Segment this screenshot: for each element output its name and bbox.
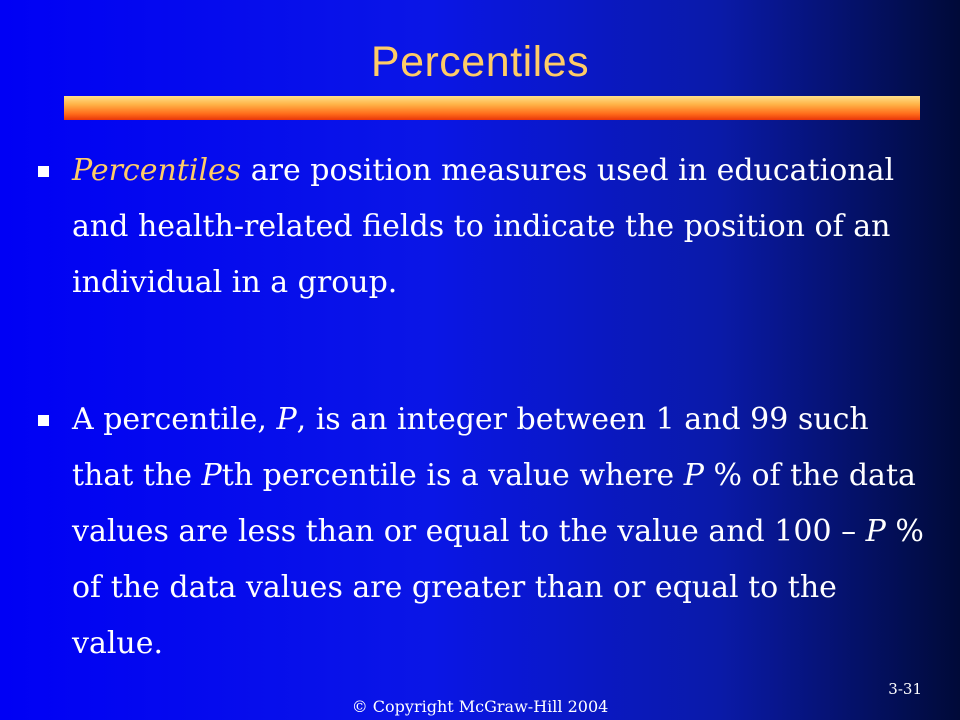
bullet-item-1 (32, 143, 932, 311)
bullet-item-2 (32, 392, 932, 672)
square-bullet-icon (38, 166, 49, 177)
bullet-text-1 (72, 143, 932, 311)
variable-p: P (201, 458, 222, 493)
variable-p: P (683, 458, 704, 493)
bullet-text-2 (72, 392, 932, 672)
bullet-2-text-part-2: , is an integer between 1 and 99 such that the (72, 402, 869, 493)
bullet-1-text: are position measures used in educational and health-related fields to indicate the position of an individual in a group. (72, 153, 895, 300)
slide-number: 3-31 (888, 680, 922, 698)
bullet-2-text-part-3: th percentile is a value where (221, 458, 684, 493)
title-underline-bar (64, 96, 920, 120)
slide-title: Percentiles (370, 38, 590, 86)
variable-p: P (276, 402, 297, 437)
bullet-2-text-part-4: % of the data values are less than or equal to the value and 100 – (72, 458, 916, 549)
bullet-2-text-part-1: A percentile, (72, 402, 277, 437)
bullet-2-text-part-5: % of the data values are greater than or equal to the value. (72, 514, 924, 661)
square-bullet-icon (38, 415, 49, 426)
variable-p: P (865, 514, 886, 549)
copyright-notice: © Copyright McGraw-Hill 2004 (351, 697, 609, 716)
highlighted-term: Percentiles (72, 153, 242, 188)
